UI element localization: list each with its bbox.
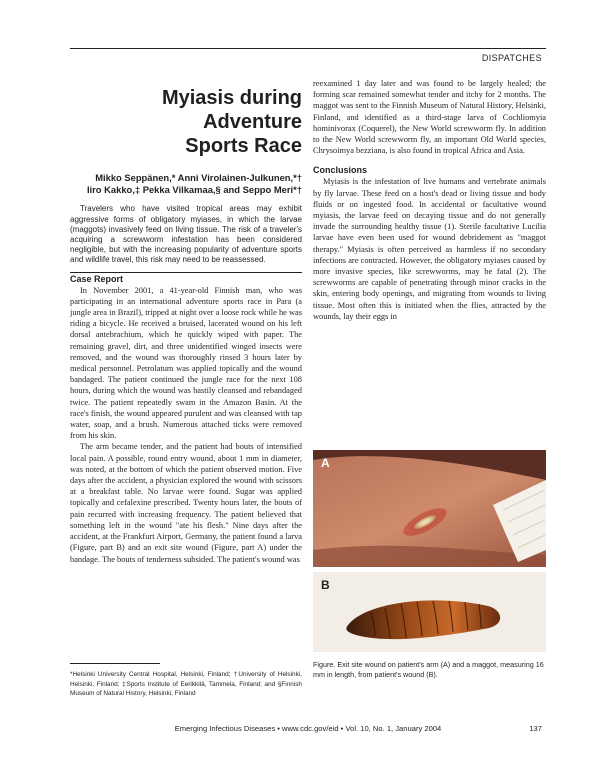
abstract: Travelers who have visited tropical areas may exhibit aggressive forms of obligatory myiases, in which the larvae (maggots) invasively feed on living tissue. The risk of a traveler's acquiring a screwworm infestation has been considered negligible, but with the increasing popularity of adventure sports and wildlife travel, this risk may need to be reassessed. [70,204,302,265]
case-report-continued: reexamined 1 day later and was found to be largely healed; the forming scar remained somewhat tender and itchy for 2 months. The maggot was sent to the Finnish Museum of Natural History, Helsinki, Finland, and identified as a third-stage larva of Cochliomyia hominivorax (Coquerel), the New World screwworm fly. In addition to the New World screwworm fly, an important Old World species, Chrysoimya bezziana, is also found in tropical Africa and Asia. [313,79,547,156]
wound-photo-illustration [313,450,546,567]
author-list [70,172,302,196]
right-column [313,78,546,322]
figure-b-maggot-photo [313,572,546,652]
section-label: DISPATCHES [481,53,542,63]
case-report-heading: Case Report [70,273,124,284]
footnote-rule [70,663,160,664]
title-line-3: Sports Race [185,135,302,157]
header-rule [70,48,546,49]
authors-line-1: Mikko Seppänen,* Anni Virolainen-Julkunen,*† [95,172,302,183]
conclusions-paragraph: Myiasis is the infestation of live humans and vertebrate animals by fly larvae. These feed on a host's dead or living tissue and body fluids or on ingested food. In accidental or facultative wound myiasis, the larvae feed on decaying tissue and do not generally invade the surrounding healthy tissue (1). Sterile facultative Lucilia larvae have even been used for wound debridement as "maggot therapy." Myiasis is often perceived as harmless if no secondary infections are contracted. However, the obligatory myiases caused by more invasive species, like screwworms, may be fatal (2). The screwworms are capable of penetrating through minor cracks in the skin, entering body openings, and migrating from wounds to living tissue. Most often this is initiated when the flies, attracted by the wounds, lay their eggs in [313,177,546,321]
figure-caption: Figure. Exit site wound on patient's arm (A) and a maggot, measuring 16 mm in length, from patient's wound (B). [313,660,544,679]
figure-a-wound-photo [313,450,546,567]
conclusions-heading: Conclusions [313,165,368,176]
case-report-paragraph-2: The arm became tender, and the patient had bouts of intensified local pain. A possible, round entry wound, about 1 mm in diameter, was noted, at the bottom of which the patient observed motion. Five days after the accident, a physician explored the wound with scissors at a breakfast table. No larvae were found. Sugar was applied topically and cefalexine prescribed. Twenty hours later, the bouts of pain recurred with increasing frequency. The patient believed that something left in the wound "ate his flesh." Nine days after the accident, at the Frankfurt Airport, Germany, the patient found a larva (Figure, part B) and an exit site wound (Figure, part A) under the bandage. The bouts of tenderness subsided. The patient's wound was [70,442,302,564]
left-column [70,86,302,565]
title-line-2: Adventure [203,111,302,133]
article-title [70,86,302,158]
title-line-1: Myiasis during [161,87,302,109]
affiliation-footnote: *Helsinki University Central Hospital, Helsinki, Finland; †University of Helsinki, Helsinki, Finland; ‡Sports Institute of Eerikkilä, Tammela, Finland; and §Finnish Museum of Natural History, Helsinki, Finland [70,671,302,698]
maggot-photo-illustration [313,572,546,652]
page-number: 137 [529,724,542,733]
figure-a-label: A [321,456,330,470]
journal-footer: Emerging Infectious Diseases • www.cdc.gov/eid • Vol. 10, No. 1, January 2004 [174,724,442,733]
authors-line-2: Iiro Kakko,‡ Pekka Vilkamaa,§ and Seppo Meri*† [86,184,302,196]
case-report-paragraph-1: In November 2001, a 41-year-old Finnish man, who was participating in an international adventure sports race in Para (a jungle area in Brazil), tripped at night over a loose rock while he was riding a bicycle. He received a bruised, lacerated wound on his left dorsal antebrachium, which he quickly wiped with paper. The remaining gravel, dirt, and three unidentified winged insects were removed, and the wound was thoroughly rinsed 3 hours later by medical personnel. Petrolatum was applied topically and the wound bandaged. The patient continued the jungle race for the next 108 hours, during which the wound was hastily cleansed and rebandaged twice. The patient repeatedly swam in the Amazon Basin. At the race's finish, the wound appeared purulent and was cleansed with tap water, soap, and a brush. Numerous attached ticks were removed from his skin. [70,285,302,441]
figure-b-label: B [321,578,330,592]
